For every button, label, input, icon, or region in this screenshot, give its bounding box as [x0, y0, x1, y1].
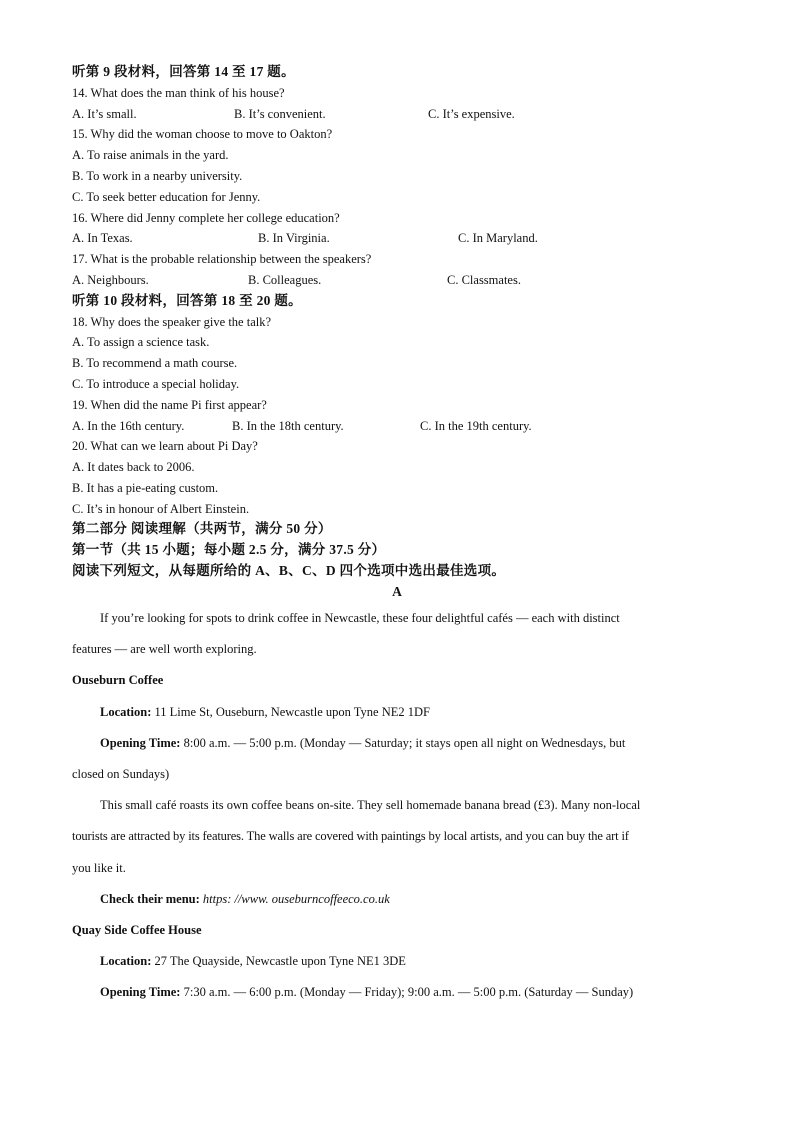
q17-option-a: A. Neighbours. [72, 273, 149, 287]
passage-intro-line2: features — are well worth exploring. [72, 642, 257, 656]
q14-stem: 14. What does the man think of his house? [72, 86, 285, 100]
q14-option-b: B. It’s convenient. [234, 107, 326, 121]
cafe1-name: Ouseburn Coffee [72, 673, 164, 687]
q20-option-b: B. It has a pie-eating custom. [72, 481, 219, 495]
q15-option-c: C. To seek better education for Jenny. [72, 190, 261, 204]
cafe1-location-value: 11 Lime St, Ouseburn, Newcastle upon Tyne NE2 1DF [151, 705, 430, 719]
q19-option-a: A. In the 16th century. [72, 419, 185, 433]
part2-instruction: 阅读下列短文，从每题所给的 A、B、C、D 四个选项中选出最佳选项。 [72, 563, 506, 578]
cafe1-desc-line3: you like it. [72, 861, 126, 875]
q15-option-b: B. To work in a nearby university. [72, 169, 243, 183]
cafe1-opening-label: Opening Time: [100, 736, 181, 750]
part2-heading: 第二部分 阅读理解（共两节，满分 50 分） [72, 521, 332, 536]
q15-option-a: A. To raise animals in the yard. [72, 148, 229, 162]
passage-letter: A [392, 584, 402, 599]
cafe2-location [72, 953, 406, 969]
cafe1-location-label: Location: [100, 705, 152, 719]
cafe1-menu [72, 891, 390, 907]
q16-option-b: B. In Virginia. [258, 231, 330, 245]
section9-heading: 听第 9 段材料，回答第 14 至 17 题。 [72, 64, 295, 79]
q20-option-c: C. It’s in honour of Albert Einstein. [72, 502, 250, 516]
part2-section1-heading: 第一节（共 15 小题；每小题 2.5 分，满分 37.5 分） [72, 542, 386, 557]
q17-option-b: B. Colleagues. [248, 273, 322, 287]
cafe1-opening-line2: closed on Sundays) [72, 767, 170, 781]
q20-option-a: A. It dates back to 2006. [72, 460, 195, 474]
q20-stem: 20. What can we learn about Pi Day? [72, 439, 258, 453]
cafe1-opening-value: 8:00 a.m. — 5:00 p.m. (Monday — Saturday; it stays open all night on Wednesdays, but [180, 736, 626, 750]
cafe1-desc-line1: This small café roasts its own coffee beans on-site. They sell homemade banana bread (£3). Many non-local [100, 798, 641, 812]
q18-option-c: C. To introduce a special holiday. [72, 377, 240, 391]
cafe1-desc-line2: tourists are attracted by its features. The walls are covered with paintings by local artists, and you can buy the art if [72, 829, 629, 843]
q16-option-a: A. In Texas. [72, 231, 133, 245]
cafe1-location [72, 704, 430, 720]
q18-stem: 18. Why does the speaker give the talk? [72, 315, 272, 329]
cafe1-menu-label: Check their menu: [100, 892, 200, 906]
q18-option-b: B. To recommend a math course. [72, 356, 238, 370]
cafe1-opening [72, 735, 625, 751]
q14-option-c: C. It’s expensive. [428, 107, 515, 121]
q18-option-a: A. To assign a science task. [72, 335, 210, 349]
cafe2-opening-label: Opening Time: [100, 985, 181, 999]
q19-option-b: B. In the 18th century. [232, 419, 344, 433]
cafe2-location-value: 27 The Quayside, Newcastle upon Tyne NE1 3DE [151, 954, 406, 968]
cafe2-opening [72, 984, 633, 1000]
q17-option-c: C. Classmates. [447, 273, 521, 287]
cafe1-menu-link[interactable]: https: //www. ouseburncoffeeco.co.uk [199, 892, 390, 906]
cafe2-opening-value: 7:30 a.m. — 6:00 p.m. (Monday — Friday); 9:00 a.m. — 5:00 p.m. (Saturday — Sunday) [180, 985, 634, 999]
cafe2-location-label: Location: [100, 954, 152, 968]
q19-stem: 19. When did the name Pi first appear? [72, 398, 267, 412]
cafe2-name: Quay Side Coffee House [72, 923, 202, 937]
q19-option-c: C. In the 19th century. [420, 419, 532, 433]
q16-stem: 16. Where did Jenny complete her college education? [72, 211, 340, 225]
q16-option-c: C. In Maryland. [458, 231, 538, 245]
q17-stem: 17. What is the probable relationship between the speakers? [72, 252, 372, 266]
q14-option-a: A. It’s small. [72, 107, 137, 121]
q15-stem: 15. Why did the woman choose to move to Oakton? [72, 127, 333, 141]
section10-heading: 听第 10 段材料，回答第 18 至 20 题。 [72, 293, 302, 308]
passage-intro-line1: If you’re looking for spots to drink coffee in Newcastle, these four delightful cafés — each with distinct [100, 611, 620, 625]
